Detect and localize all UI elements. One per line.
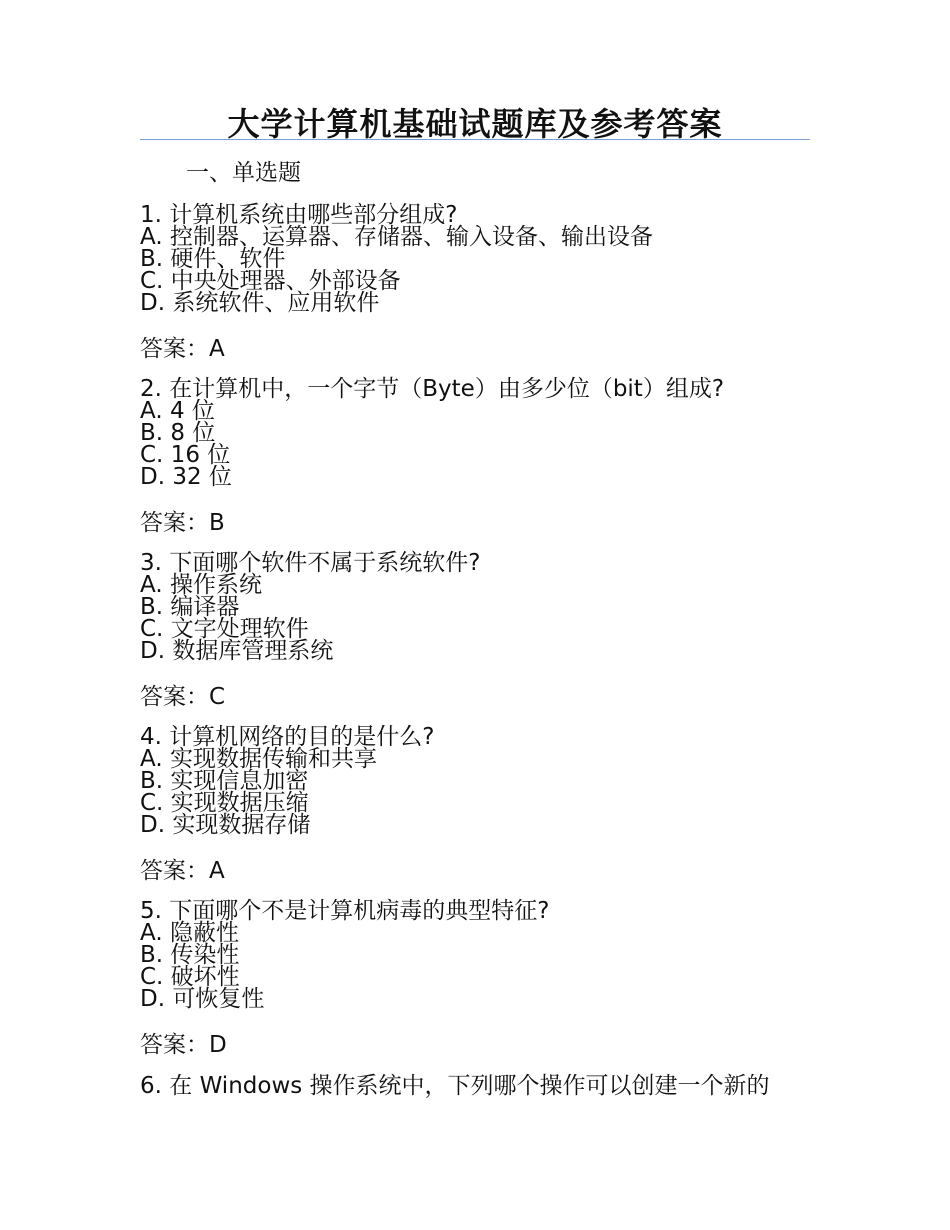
question-1 (140, 204, 820, 364)
option-a: A. 4 位 (140, 398, 215, 424)
option-d: D. 系统软件、应用软件 (140, 290, 380, 316)
question-stem: 2. 在计算机中，一个字节（Byte）由多少位（bit）组成? (140, 376, 725, 402)
option-b: B. 实现信息加密 (140, 768, 309, 794)
question-stem: 5. 下面哪个不是计算机病毒的典型特征? (140, 898, 550, 924)
question-stem: 4. 计算机网络的目的是什么? (140, 724, 435, 750)
option-c: C. 中央处理器、外部设备 (140, 268, 401, 294)
document-title: 大学计算机基础试题库及参考答案 (227, 105, 723, 143)
question-3 (140, 552, 820, 712)
option-d: D. 数据库管理系统 (140, 638, 334, 664)
option-d: D. 可恢复性 (140, 986, 265, 1012)
option-c: C. 破坏性 (140, 964, 240, 990)
answer: 答案：D (140, 1032, 227, 1058)
question-stem: 3. 下面哪个软件不属于系统软件? (140, 550, 481, 576)
question-5 (140, 900, 820, 1060)
section-heading: 一、单选题 (186, 160, 301, 186)
option-b: B. 8 位 (140, 420, 216, 446)
option-a: A. 操作系统 (140, 572, 262, 598)
question-6-stem: 6. 在 Windows 操作系统中，下列哪个操作可以创建一个新的 (140, 1073, 770, 1099)
question-stem: 1. 计算机系统由哪些部分组成? (140, 202, 458, 228)
option-c: C. 文字处理软件 (140, 616, 309, 642)
title-underline (140, 139, 810, 140)
option-c: C. 实现数据压缩 (140, 790, 309, 816)
option-d: D. 32 位 (140, 464, 232, 490)
option-c: C. 16 位 (140, 442, 231, 468)
option-a: A. 隐蔽性 (140, 920, 239, 946)
question-4 (140, 726, 820, 886)
answer: 答案：A (140, 858, 225, 884)
option-b: B. 硬件、软件 (140, 246, 286, 272)
answer: 答案：B (140, 510, 225, 536)
option-b: B. 传染性 (140, 942, 240, 968)
option-a: A. 控制器、运算器、存储器、输入设备、输出设备 (140, 224, 653, 250)
option-b: B. 编译器 (140, 594, 240, 620)
answer: 答案：C (140, 684, 226, 710)
question-2 (140, 378, 820, 538)
answer: 答案：A (140, 336, 225, 362)
option-d: D. 实现数据存储 (140, 812, 311, 838)
option-a: A. 实现数据传输和共享 (140, 746, 377, 772)
